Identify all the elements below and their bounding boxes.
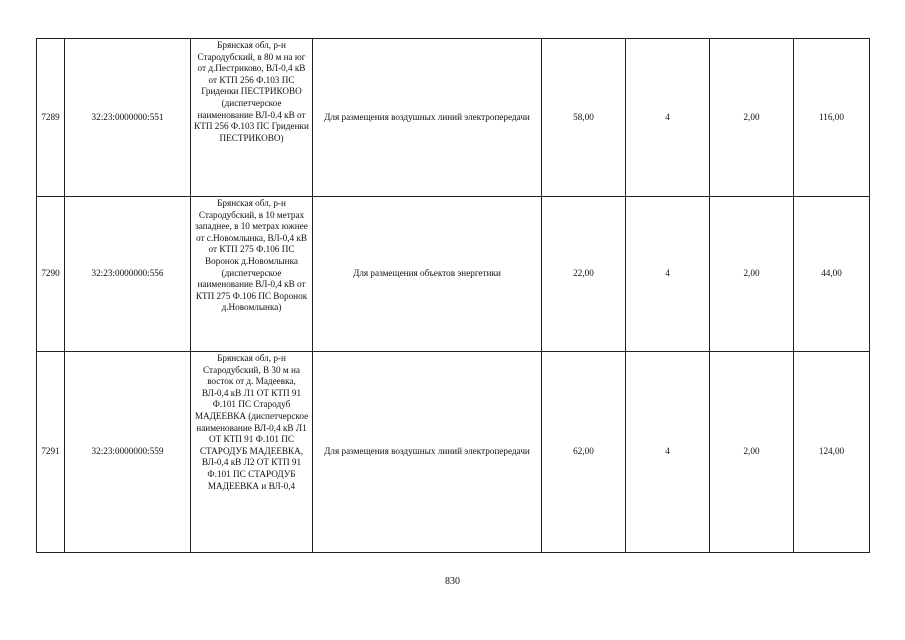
value-col7: 2,00 xyxy=(710,197,794,352)
cadastral-number: 32:23:0000000:556 xyxy=(65,197,191,352)
plot-address: Брянская обл, р-н Стародубский, В 30 м на восток от д. Мадеевка, ВЛ-0,4 кВ Л1 ОТ КТП 91 Ф.101 ПС Стародуб МАДЕЕВКА (диспетчерское наименование ВЛ-0,4 кВ Л1 ОТ КТП 91 Ф.101 ПС СТАРОДУБ МАДЕЕВКА, ВЛ-0,4 кВ Л2 ОТ КТП 91 Ф.101 ПС СТАРОДУБ МАДЕЕВКА и ВЛ-0,4 xyxy=(191,352,313,553)
plot-area: 58,00 xyxy=(542,39,626,197)
plot-area: 62,00 xyxy=(542,352,626,553)
cadastral-number: 32:23:0000000:551 xyxy=(65,39,191,197)
value-col7: 2,00 xyxy=(710,39,794,197)
plot-address: Брянская обл, р-н Стародубский, в 10 метрах западнее, в 10 метрах южнее от с.Новомлынка, ВЛ-0,4 кВ от КТП 275 Ф.106 ПС Воронок д.Новомлынка (диспетчерское наименование ВЛ-0,4 кВ от КТП 275 Ф.106 ПС Воронок д.Новомлынка) xyxy=(191,197,313,352)
plot-purpose: Для размещения воздушных линий электропередачи xyxy=(313,352,542,553)
table-row xyxy=(37,352,870,553)
value-col6: 4 xyxy=(626,39,710,197)
cadastral-number: 32:23:0000000:559 xyxy=(65,352,191,553)
table-row xyxy=(37,197,870,352)
total-value: 44,00 xyxy=(794,197,870,352)
page-number: 830 xyxy=(445,576,460,587)
total-value: 124,00 xyxy=(794,352,870,553)
plot-purpose: Для размещения воздушных линий электропередачи xyxy=(313,39,542,197)
row-number: 7289 xyxy=(37,39,65,197)
value-col6: 4 xyxy=(626,197,710,352)
total-value: 116,00 xyxy=(794,39,870,197)
plot-address: Брянская обл, р-н Стародубский, в 80 м на юг от д.Пестриково, ВЛ-0,4 кВ от КТП 256 Ф.103 ПС Гриденки ПЕСТРИКОВО (диспетчерское наименование ВЛ-0.4 кВ от КТП 256 Ф.103 ПС Гриденки ПЕСТРИКОВО) xyxy=(191,39,313,197)
value-col6: 4 xyxy=(626,352,710,553)
plot-area: 22,00 xyxy=(542,197,626,352)
table-row xyxy=(37,39,870,197)
row-number: 7290 xyxy=(37,197,65,352)
plot-purpose: Для размещения объектов энергетики xyxy=(313,197,542,352)
land-plots-table xyxy=(36,38,870,553)
row-number: 7291 xyxy=(37,352,65,553)
value-col7: 2,00 xyxy=(710,352,794,553)
